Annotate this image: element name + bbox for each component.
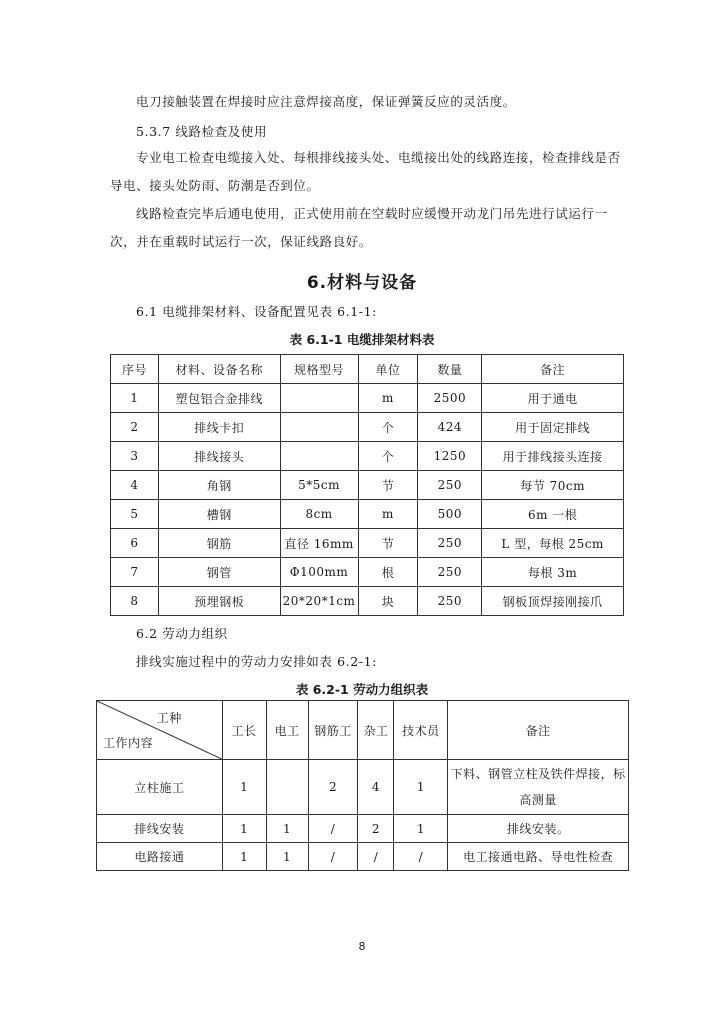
table-cell (280, 384, 358, 413)
table-cell: 个 (358, 413, 418, 442)
table-cell: 250 (418, 558, 482, 587)
header-cell: 数量 (418, 355, 482, 384)
table-cell: m (358, 500, 418, 529)
table-cell: 250 (418, 529, 482, 558)
table-cell: 250 (418, 587, 482, 616)
table-cell: 钢管 (158, 558, 280, 587)
table-cell: 4 (111, 471, 159, 500)
header-cell: 电工 (266, 701, 308, 760)
table-cell: 立柱施工 (97, 760, 223, 815)
table-cell: / (308, 815, 358, 843)
table-cell: 节 (358, 529, 418, 558)
header-cell: 单位 (358, 355, 418, 384)
diagonal-header-cell (97, 701, 223, 760)
header-cell: 技术员 (394, 701, 448, 760)
table-cell: 钢筋 (158, 529, 280, 558)
table-cell: 1 (266, 815, 308, 843)
table-row (111, 558, 624, 587)
paragraph-line-inspection: 专业电工检查电缆接入处、每根排线接头处、电缆接出处的线路连接，检查排线是否导电、接头处防雨、防潮是否到位。 (110, 150, 621, 193)
table-cell: 4 (358, 760, 394, 815)
table-cell: 2 (308, 760, 358, 815)
table-cell: 个 (358, 442, 418, 471)
table-cell: 排线接头 (158, 442, 280, 471)
table-cell: Φ100mm (280, 558, 358, 587)
table-cell: 2 (111, 413, 159, 442)
table-row (97, 760, 629, 815)
corner-label-work-type: 工种 (156, 711, 182, 725)
subheading-5-3-7: 5.3.7 线路检查及使用 (136, 124, 268, 139)
table-row (97, 815, 629, 843)
table-cell: 用于固定排线 (482, 413, 624, 442)
table-row (111, 413, 624, 442)
table-cell: 1 (394, 760, 448, 815)
paragraph-welding-note: 电刀接触装置在焊接时应注意焊接高度，保证弹簧反应的灵活度。 (136, 94, 516, 109)
table-cell: 3 (111, 442, 159, 471)
table-cell: 角钢 (158, 471, 280, 500)
table-cell: 下料、钢管立柱及铁件焊接，标高测量 (448, 760, 629, 815)
table-cell: 1 (111, 384, 159, 413)
page-number: 8 (358, 940, 366, 953)
subheading-6-2: 6.2 劳动力组织 (136, 626, 228, 641)
intro-6-2: 排线实施过程中的劳动力安排如表 6.2-1: (136, 654, 377, 669)
header-cell: 材料、设备名称 (158, 355, 280, 384)
table-cell: 节 (358, 471, 418, 500)
table2-caption: 表 6.2-1 劳动力组织表 (295, 682, 429, 697)
table-cell: 槽钢 (158, 500, 280, 529)
table-cell: 8 (111, 587, 159, 616)
table-cell: m (358, 384, 418, 413)
table-cell: L 型，每根 25cm (482, 529, 624, 558)
table-cell: 1 (222, 815, 266, 843)
table-cell: 1 (266, 843, 308, 871)
table-cell: 6m 一根 (482, 500, 624, 529)
intro-6-1: 6.1 电缆排架材料、设备配置见表 6.1-1: (136, 304, 377, 319)
corner-label-work-content: 工作内容 (103, 736, 154, 750)
table-cell: 电路接通 (97, 843, 223, 871)
table-cell: / (394, 843, 448, 871)
header-cell: 备注 (482, 355, 624, 384)
table-cell: 块 (358, 587, 418, 616)
table-row (111, 500, 624, 529)
table-cell (280, 413, 358, 442)
paragraph-power-on: 线路检查完毕后通电使用，正式使用前在空载时应缓慢开动龙门吊先进行试运行一次，并在重载时试运行一次，保证线路良好。 (110, 206, 608, 249)
table-cell: 每根 3m (482, 558, 624, 587)
table-cell (266, 760, 308, 815)
table-header-row (97, 701, 629, 760)
table-cell: 1 (394, 815, 448, 843)
table-row (111, 587, 624, 616)
table-cell: 电工接通电路、导电性检查 (448, 843, 629, 871)
table-cell: 根 (358, 558, 418, 587)
section-heading-6: 6.材料与设备 (306, 273, 418, 293)
table-cell: 2 (358, 815, 394, 843)
table-cell: 预埋钢板 (158, 587, 280, 616)
table-cell: 250 (418, 471, 482, 500)
table-row (111, 529, 624, 558)
table-cell: 20*20*1cm (280, 587, 358, 616)
table-row (111, 442, 624, 471)
table-cell: 2500 (418, 384, 482, 413)
labor-table (96, 700, 629, 871)
table-cell: / (358, 843, 394, 871)
header-cell: 工长 (222, 701, 266, 760)
header-cell: 规格型号 (280, 355, 358, 384)
table-cell (280, 442, 358, 471)
table-cell: 钢板顶焊接刚接爪 (482, 587, 624, 616)
table-cell: 6 (111, 529, 159, 558)
table-cell: 直径 16mm (280, 529, 358, 558)
table-cell: 每节 70cm (482, 471, 624, 500)
table-cell: 7 (111, 558, 159, 587)
table-cell: 1 (222, 843, 266, 871)
table-cell: 5*5cm (280, 471, 358, 500)
table-cell: 用于通电 (482, 384, 624, 413)
table-cell: / (308, 843, 358, 871)
table1-caption: 表 6.1-1 电缆排架材料表 (289, 332, 435, 347)
table-cell: 5 (111, 500, 159, 529)
header-cell: 杂工 (358, 701, 394, 760)
table-cell: 排线卡扣 (158, 413, 280, 442)
table-cell: 塑包铝合金排线 (158, 384, 280, 413)
table-cell: 排线安装 (97, 815, 223, 843)
table-cell: 424 (418, 413, 482, 442)
materials-table (110, 354, 624, 616)
header-cell: 钢筋工 (308, 701, 358, 760)
header-cell: 备注 (448, 701, 629, 760)
table-cell: 用于排线接头连接 (482, 442, 624, 471)
table-cell: 500 (418, 500, 482, 529)
table-row (111, 384, 624, 413)
table-cell: 1250 (418, 442, 482, 471)
header-cell: 序号 (111, 355, 159, 384)
table-cell: 1 (222, 760, 266, 815)
table-cell: 8cm (280, 500, 358, 529)
table-row (111, 471, 624, 500)
table-cell: 排线安装。 (448, 815, 629, 843)
table-row (97, 843, 629, 871)
table-header-row (111, 355, 624, 384)
